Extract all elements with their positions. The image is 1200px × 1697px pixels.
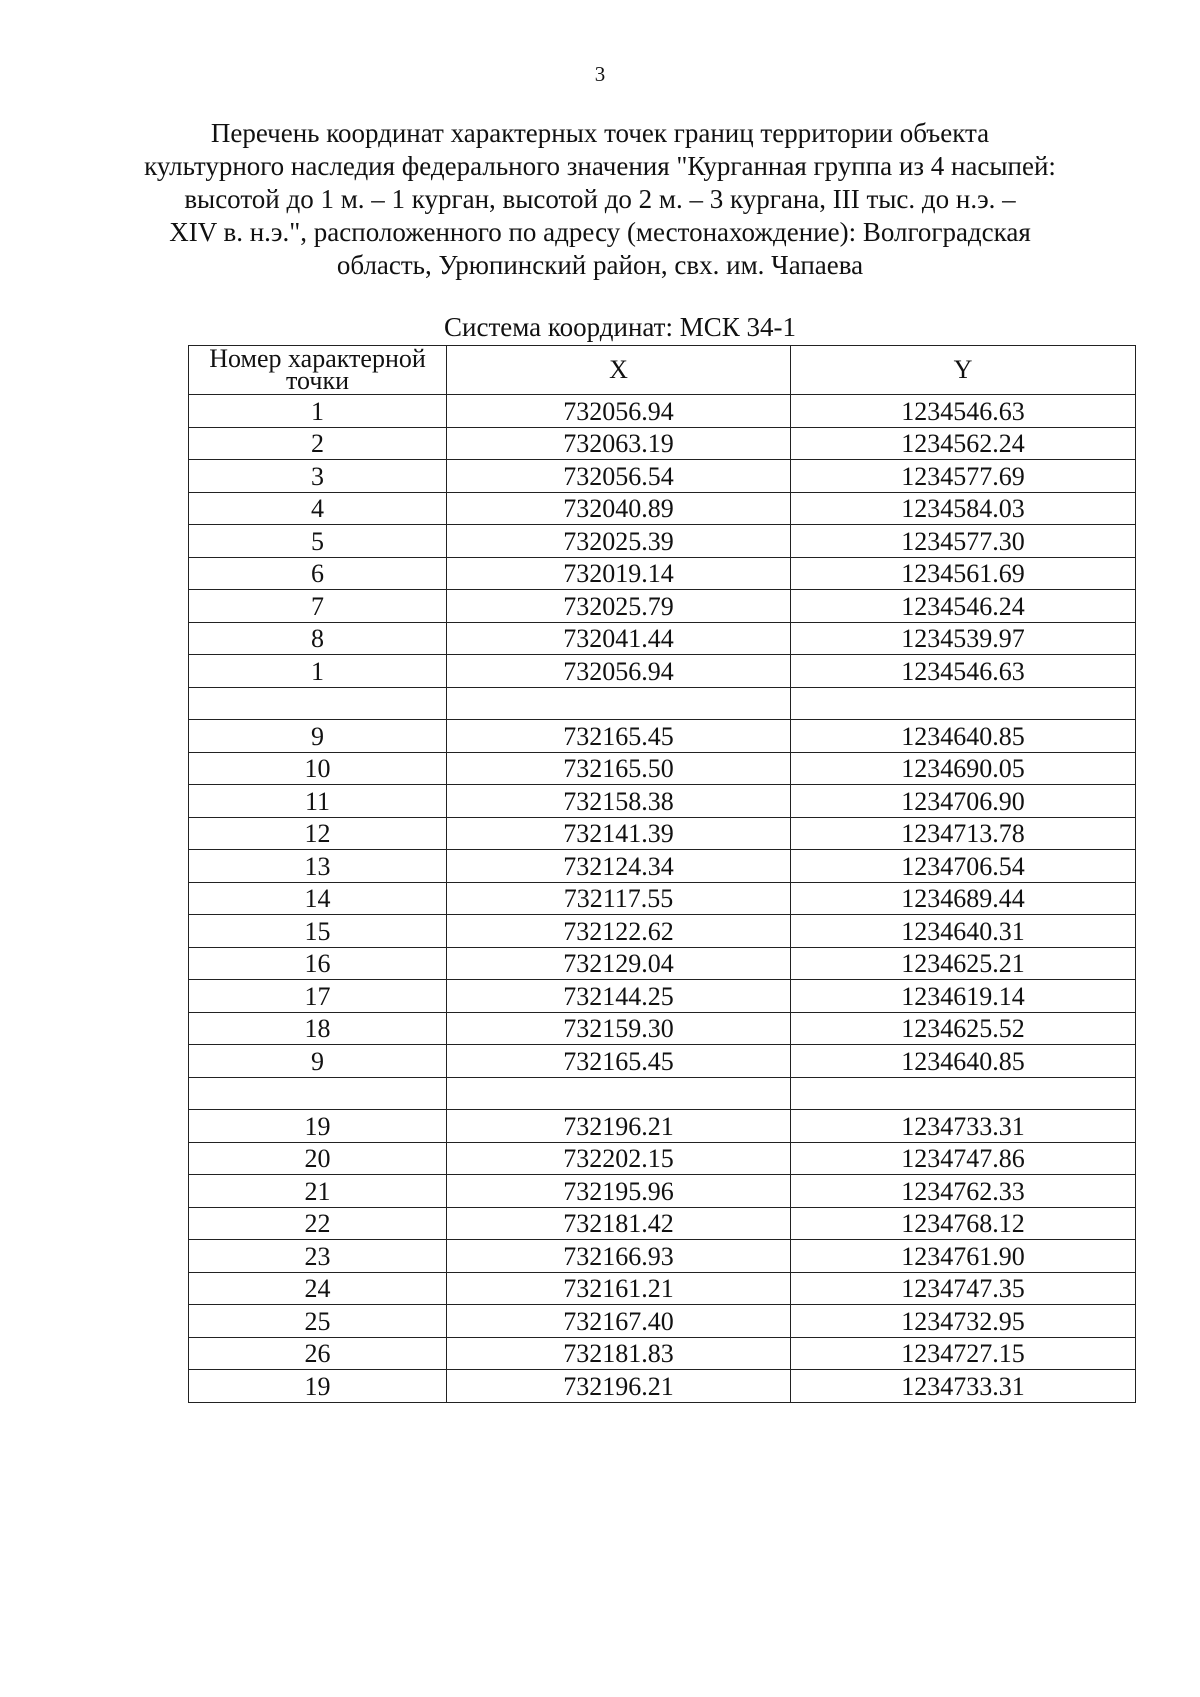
cell-y: 1234733.31: [791, 1370, 1136, 1403]
table-row: [189, 1240, 1136, 1273]
cell-point-number: 6: [189, 557, 447, 590]
cell-y: 1234706.54: [791, 850, 1136, 883]
cell-point-number: 19: [189, 1110, 447, 1143]
cell-y: 1234625.52: [791, 1012, 1136, 1045]
cell-y: 1234747.35: [791, 1272, 1136, 1305]
table-row: [189, 590, 1136, 623]
coordinate-system-caption: Система координат: МСК 34-1: [444, 312, 796, 342]
header-x: X: [447, 346, 791, 395]
cell-x: 732181.83: [447, 1337, 791, 1370]
cell-point-number: 4: [189, 492, 447, 525]
cell-x: 732202.15: [447, 1142, 791, 1175]
table-row: [189, 525, 1136, 558]
cell-y: 1234732.95: [791, 1305, 1136, 1338]
cell-point-number: 26: [189, 1337, 447, 1370]
cell-point-number: 16: [189, 947, 447, 980]
table-row: [189, 947, 1136, 980]
cell-point-number: 7: [189, 590, 447, 623]
cell-x: 732063.19: [447, 427, 791, 460]
cell-y: 1234546.63: [791, 655, 1136, 688]
table-row: [189, 915, 1136, 948]
title-line: Перечень координат характерных точек границ территории объекта: [210, 118, 990, 148]
cell-x: 732040.89: [447, 492, 791, 525]
cell-point-number: 25: [189, 1305, 447, 1338]
cell-x: 732181.42: [447, 1207, 791, 1240]
cell-x: 732165.45: [447, 720, 791, 753]
table-row: [189, 395, 1136, 428]
cell-y: 1234562.24: [791, 427, 1136, 460]
table-row: [189, 622, 1136, 655]
cell-y: 1234713.78: [791, 817, 1136, 850]
cell-x: 732117.55: [447, 882, 791, 915]
cell-point-number: 2: [189, 427, 447, 460]
cell-y: 1234546.63: [791, 395, 1136, 428]
cell-y: 1234733.31: [791, 1110, 1136, 1143]
cell-x: 732144.25: [447, 980, 791, 1013]
header-point-number: Номер характерной точки: [189, 346, 447, 395]
cell-point-number: 17: [189, 980, 447, 1013]
cell-point-number: 9: [189, 1045, 447, 1078]
cell-x: 732196.21: [447, 1370, 791, 1403]
title-line: культурного наследия федерального значения "Курганная группа из 4 насыпей:: [144, 151, 1056, 181]
cell-point-number: 10: [189, 752, 447, 785]
table-row: [189, 557, 1136, 590]
cell-x: 732166.93: [447, 1240, 791, 1273]
cell-x: 732025.79: [447, 590, 791, 623]
table-row: [189, 720, 1136, 753]
cell-y: 1234625.21: [791, 947, 1136, 980]
cell-point-number: 22: [189, 1207, 447, 1240]
table-row: [189, 817, 1136, 850]
table-row: [189, 980, 1136, 1013]
cell-x: 732025.39: [447, 525, 791, 558]
cell-y: 1234761.90: [791, 1240, 1136, 1273]
title-line: XIV в. н.э.", расположенного по адресу (местонахождение): Волгоградская: [169, 217, 1031, 247]
cell-point-number: 5: [189, 525, 447, 558]
cell-y: 1234747.86: [791, 1142, 1136, 1175]
table-row: [189, 492, 1136, 525]
cell-x: 732129.04: [447, 947, 791, 980]
table-row: [189, 427, 1136, 460]
table-row: [189, 687, 1136, 720]
page-number: 3: [594, 62, 606, 86]
cell-point-number: 1: [189, 395, 447, 428]
cell-point-number: 1: [189, 655, 447, 688]
cell-x: 732167.40: [447, 1305, 791, 1338]
cell-point-number: 11: [189, 785, 447, 818]
table-row: [189, 1370, 1136, 1403]
cell-x: 732165.50: [447, 752, 791, 785]
cell-y: 1234689.44: [791, 882, 1136, 915]
table-row: [189, 1337, 1136, 1370]
table-row: [189, 850, 1136, 883]
cell-point-number: 14: [189, 882, 447, 915]
table-row: [189, 460, 1136, 493]
table-row: [189, 1175, 1136, 1208]
table-row: [189, 1207, 1136, 1240]
table-row: [189, 1110, 1136, 1143]
document-title: [140, 117, 1060, 282]
cell-point-number: 3: [189, 460, 447, 493]
cell-y: [791, 687, 1136, 720]
cell-y: 1234577.69: [791, 460, 1136, 493]
cell-x: 732041.44: [447, 622, 791, 655]
cell-point-number: 15: [189, 915, 447, 948]
cell-y: 1234690.05: [791, 752, 1136, 785]
coordinates-table: [188, 345, 1136, 1403]
table-row: [189, 1305, 1136, 1338]
cell-y: 1234640.85: [791, 720, 1136, 753]
cell-point-number: 19: [189, 1370, 447, 1403]
cell-x: 732158.38: [447, 785, 791, 818]
title-line: высотой до 1 м. – 1 курган, высотой до 2 м. – 3 кургана, III тыс. до н.э. –: [184, 184, 1016, 214]
table-row: [189, 752, 1136, 785]
cell-y: 1234546.24: [791, 590, 1136, 623]
cell-point-number: [189, 687, 447, 720]
cell-x: 732159.30: [447, 1012, 791, 1045]
table-row: [189, 1077, 1136, 1110]
cell-point-number: 9: [189, 720, 447, 753]
cell-point-number: 8: [189, 622, 447, 655]
table-row: [189, 1045, 1136, 1078]
cell-y: 1234640.31: [791, 915, 1136, 948]
table-row: [189, 655, 1136, 688]
cell-point-number: 20: [189, 1142, 447, 1175]
cell-point-number: 23: [189, 1240, 447, 1273]
cell-y: 1234762.33: [791, 1175, 1136, 1208]
cell-y: 1234561.69: [791, 557, 1136, 590]
cell-y: 1234577.30: [791, 525, 1136, 558]
cell-x: [447, 1077, 791, 1110]
cell-point-number: 13: [189, 850, 447, 883]
cell-x: 732056.94: [447, 395, 791, 428]
cell-y: 1234539.97: [791, 622, 1136, 655]
cell-y: 1234640.85: [791, 1045, 1136, 1078]
cell-x: [447, 687, 791, 720]
table-row: [189, 785, 1136, 818]
header-y: Y: [791, 346, 1136, 395]
cell-x: 732165.45: [447, 1045, 791, 1078]
table-row: [189, 1012, 1136, 1045]
cell-x: 732141.39: [447, 817, 791, 850]
cell-point-number: 12: [189, 817, 447, 850]
cell-y: 1234706.90: [791, 785, 1136, 818]
cell-point-number: 24: [189, 1272, 447, 1305]
table-row: [189, 1272, 1136, 1305]
table-header-row: [189, 346, 1136, 395]
cell-x: 732195.96: [447, 1175, 791, 1208]
cell-x: 732196.21: [447, 1110, 791, 1143]
cell-x: 732122.62: [447, 915, 791, 948]
cell-x: 732056.54: [447, 460, 791, 493]
cell-y: 1234768.12: [791, 1207, 1136, 1240]
cell-y: 1234584.03: [791, 492, 1136, 525]
table-row: [189, 882, 1136, 915]
cell-y: [791, 1077, 1136, 1110]
cell-x: 732056.94: [447, 655, 791, 688]
cell-x: 732161.21: [447, 1272, 791, 1305]
cell-x: 732124.34: [447, 850, 791, 883]
cell-point-number: [189, 1077, 447, 1110]
cell-point-number: 21: [189, 1175, 447, 1208]
title-line: область, Урюпинский район, свх. им. Чапаева: [336, 250, 864, 280]
cell-point-number: 18: [189, 1012, 447, 1045]
cell-y: 1234727.15: [791, 1337, 1136, 1370]
cell-x: 732019.14: [447, 557, 791, 590]
cell-y: 1234619.14: [791, 980, 1136, 1013]
table-row: [189, 1142, 1136, 1175]
